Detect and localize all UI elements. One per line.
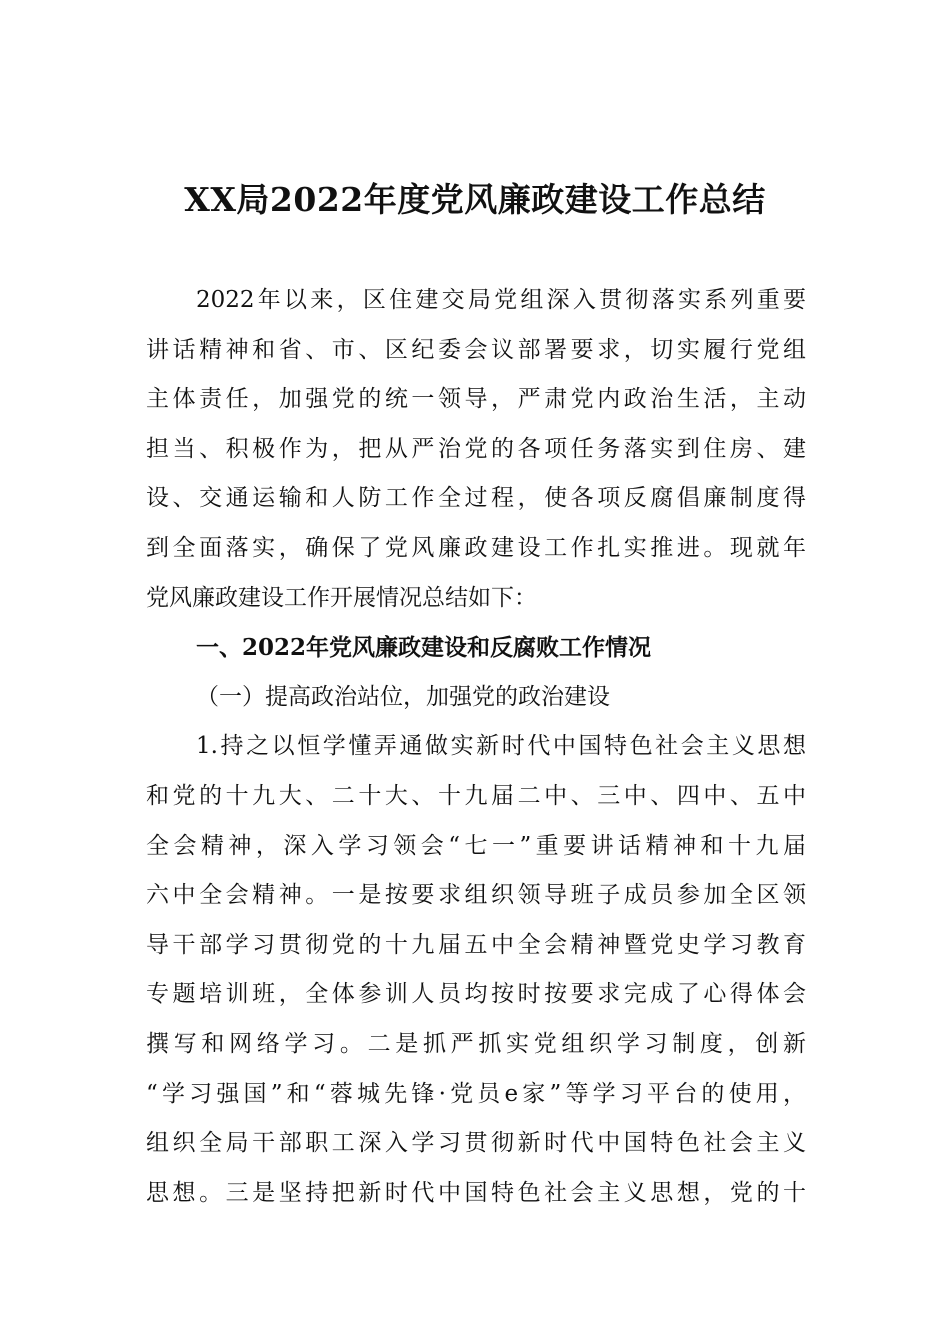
paragraph-line: 到全面落实，确保了党风廉政建设工作扎实推进。现就年 — [146, 534, 806, 561]
paragraph-line: 思想。三是坚持把新时代中国特色社会主义思想，党的十 — [146, 1179, 806, 1206]
document-body — [146, 276, 806, 1218]
paragraph-line: 六中全会精神。一是按要求组织领导班子成员参加全区领 — [146, 882, 806, 909]
paragraph-line: 专题培训班，全体参训人员均按时按要求完成了心得体会 — [146, 981, 806, 1008]
paragraph-line: 设、交通运输和人防工作全过程，使各项反腐倡廉制度得 — [146, 485, 806, 512]
paragraph-line: 全会精神，深入学习领会“七一”重要讲话精神和十九届 — [146, 832, 806, 859]
document-title: XX局2022年度党风廉政建设工作总结 — [184, 180, 766, 219]
subsection-heading: （一）提高政治站位，加强党的政治建设 — [196, 683, 610, 710]
paragraph-line: 讲话精神和省、市、区纪委会议部署要求，切实履行党组 — [146, 336, 806, 363]
paragraph-line: “学习强国”和“蓉城先锋·党员e家”等学习平台的使用， — [146, 1080, 806, 1107]
paragraph-line: 主体责任，加强党的统一领导，严肃党内政治生活，主动 — [146, 386, 806, 413]
paragraph-line: 组织全局干部职工深入学习贯彻新时代中国特色社会主义 — [146, 1130, 806, 1157]
paragraph-line: 担当、积极作为，把从严治党的各项任务落实到住房、建 — [146, 435, 806, 462]
section-heading: 一、2022年党风廉政建设和反腐败工作情况 — [196, 634, 652, 662]
paragraph-line: 2022年以来，区住建交局党组深入贯彻落实系列重要 — [196, 287, 806, 313]
paragraph-line: 撰写和网络学习。二是抓严抓实党组织学习制度，创新 — [146, 1030, 806, 1057]
paragraph-line: 导干部学习贯彻党的十九届五中全会精神暨党史学习教育 — [146, 931, 806, 958]
paragraph-line: 1.持之以恒学懂弄通做实新时代中国特色社会主义思想 — [196, 733, 806, 760]
paragraph-line: 党风廉政建设工作开展情况总结如下： — [146, 584, 537, 611]
paragraph-line: 和党的十九大、二十大、十九届二中、三中、四中、五中 — [146, 782, 806, 809]
